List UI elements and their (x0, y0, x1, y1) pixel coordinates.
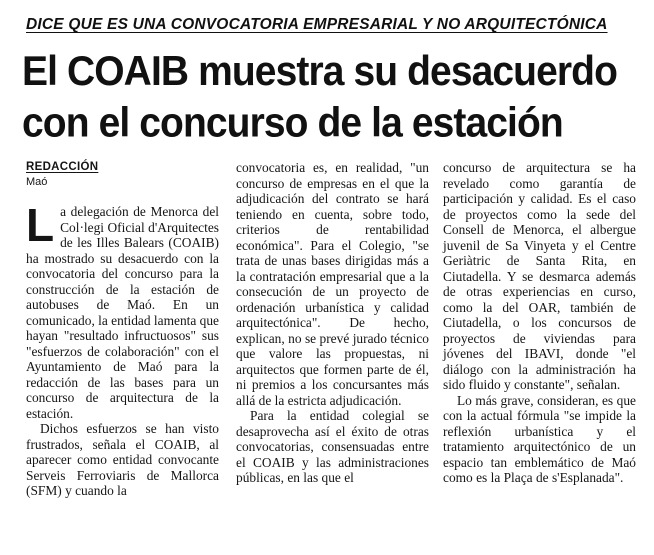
drop-cap: L (26, 199, 55, 251)
paragraph-2 (26, 421, 219, 499)
paragraph-3-part-1: Para la entidad colegial se desaprovecha así el éxito de otras convocatorias, consensuadas entre el COAIB y las administraciones públicas, en las que el (236, 408, 429, 485)
headline-line-1: El COAIB muestra su desacuerdo (22, 48, 618, 95)
lead-paragraph (26, 199, 219, 421)
kicker-headline: DICE QUE ES UNA CONVOCATORIA EMPRESARIAL Y NO ARQUITECTÓNICA (26, 16, 608, 33)
headline-line-2: con el concurso de la estación (22, 100, 563, 147)
byline: REDACCIÓN (26, 161, 99, 173)
article-column-3 (443, 160, 636, 486)
lead-paragraph-text: a delegación de Menorca del Col·legi Oficial d'Arquitectes de les Illes Balears (COAIB) ha mostrado su desacuerdo con la convocatoria del concurso para la construcción de la estación de autobuses de Maó. En un comunicado, la entidad lamenta que hayan "resultado infructuosos" sus "esfuerzos de colaboración" con el Ayuntamiento de Maó para la redacción de las bases para un concurso de arquitectura de la estación. (26, 204, 219, 421)
paragraph-2-part-2: convocatoria es, en realidad, "un concurso de empresas en el que la adjudicación del contrato se hará teniendo en cuenta, sobre todo, criterios de rentabilidad económica". Para el Colegio, "se trata de unas bases dirigidas más a la contratación empresarial que a la consecución de un proyecto de ordenación urbanística y calidad arquitectónica". De hecho, explican, no se prevé jurado técnico que valore las propuestas, ni arquitectos que formen parte de él, ni premios a los concursantes más allá de la estricta adjudicación. (236, 160, 429, 408)
headline (22, 46, 642, 150)
paragraph-2-continued (236, 160, 429, 408)
article-column-1 (26, 160, 219, 499)
paragraph-3-continued (443, 160, 636, 393)
paragraph-3 (236, 408, 429, 486)
paragraph-3-part-2: concurso de arquitectura se ha revelado como garantía de participación y calidad. Es el caso de proyectos como la sede del Consell de Menorca, el albergue juvenil de Sa Vinyeta y el Centre Geriàtric de Santa Rita, en Ciutadella. Y se desmarca además de otras experiencias en curso, como la del OAR, también de Ciutadella, o los concursos de proyectos de viviendas para jóvenes del IBAVI, donde "el diálogo con la administración ha sido fluido y constante", señalan. (443, 160, 636, 392)
paragraph-2-part-1: Dichos esfuerzos se han visto frustrados, señala el COAIB, al aparecer como entidad convocante Serveis Ferroviaris de Mallorca (SFM) y cuando la (26, 421, 219, 498)
article-column-2 (236, 160, 429, 486)
paragraph-4: Lo más grave, consideran, es que con la actual fórmula "se impide la reflexión urbanística y el tratamiento arquitectónico de un espacio tan emblemático de Maó como es la Plaça de s'Esplanada". (443, 392, 636, 485)
dateline: Maó (26, 176, 48, 188)
